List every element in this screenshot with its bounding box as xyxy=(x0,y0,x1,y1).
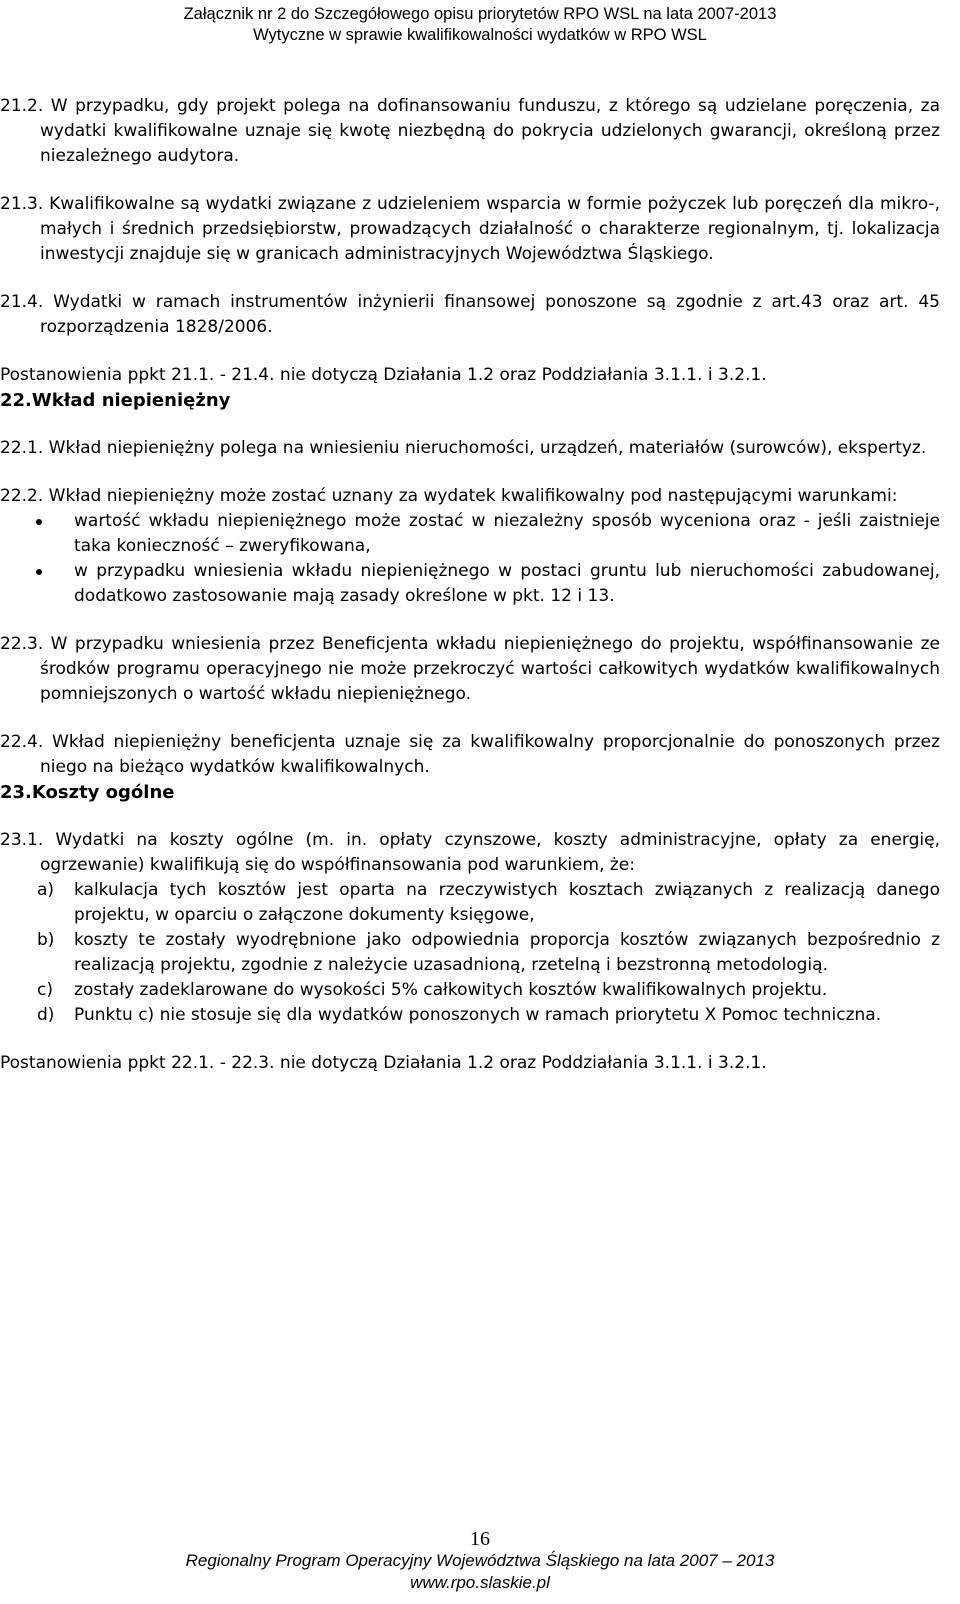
list-item xyxy=(0,978,940,1003)
list-marker: c) xyxy=(37,980,53,1000)
paragraph-21-2: 21.2. W przypadku, gdy projekt polega na dofinansowaniu funduszu, z którego są udzielane poręczenia, za wydatki kwalifikowalne uznaje się kwotę niezbędną do pokrycia udzielonych gwarancji, określoną przez niezależnego audytora. xyxy=(0,96,940,166)
paragraph-22-4: 22.4. Wkład niepieniężny beneficjenta uznaje się za kwalifikowalny proporcjonalnie do ponoszonych przez niego na bieżąco wydatków kwalifikowalnych. xyxy=(0,732,940,777)
list-item xyxy=(0,878,940,928)
paragraph-22-1: 22.1. Wkład niepieniężny polega na wniesieniu nieruchomości, urządzeń, materiałów (surowców), ekspertyz. xyxy=(0,438,927,458)
list-marker: a) xyxy=(37,880,55,900)
list-marker: b) xyxy=(37,930,55,950)
list-item-text: Punktu c) nie stosuje się dla wydatków ponoszonych w ramach priorytetu X Pomoc techniczna. xyxy=(74,1005,882,1025)
list-item-text: wartość wkładu niepieniężnego może zostać w niezależny sposób wyceniona oraz - jeśli zaistnieje taka konieczność – zweryfikowana, xyxy=(74,511,940,556)
bullet-icon xyxy=(36,519,42,525)
header-line-2: Wytyczne w sprawie kwalifikowalności wydatków w RPO WSL xyxy=(253,26,707,44)
list-item-text: koszty te zostały wyodrębnione jako odpowiednia proporcja kosztów związanych bezpośrednio z realizacją projektu, zgodnie z należycie uzasadnioną, rzetelną i bezstronną metodologią. xyxy=(74,930,940,975)
note-provisions-22: Postanowienia ppkt 22.1. - 22.3. nie dotyczą Działania 1.2 oraz Poddziałania 3.1.1. i 3.2.1. xyxy=(0,1053,767,1073)
list-item-text: zostały zadeklarowane do wysokości 5% całkowitych kosztów kwalifikowalnych projektu. xyxy=(74,980,828,1000)
list-item xyxy=(0,509,940,559)
paragraph-22-2: 22.2. Wkład niepieniężny może zostać uznany za wydatek kwalifikowalny pod następującymi warunkami: xyxy=(0,486,898,506)
list-item xyxy=(0,559,940,609)
list-item-text: kalkulacja tych kosztów jest oparta na rzeczywistych kosztach związanych z realizacją danego projektu, w oparciu o załączone dokumenty księgowe, xyxy=(74,880,940,925)
footer-title: Regionalny Program Operacyjny Województwa Śląskiego na lata 2007 – 2013 xyxy=(185,1551,775,1570)
lettered-list-23-1 xyxy=(0,878,940,1028)
list-item-text: w przypadku wniesienia wkładu niepieniężnego w postaci gruntu lub nieruchomości zabudowanej, dodatkowo zastosowanie mają zasady określone w pkt. 12 i 13. xyxy=(74,561,940,606)
bullet-list-22-2 xyxy=(0,509,940,609)
page-number: 16 xyxy=(470,1528,490,1550)
document-body xyxy=(0,94,940,1076)
footer-url: www.rpo.slaskie.pl xyxy=(410,1573,550,1592)
bullet-icon xyxy=(36,569,42,575)
list-marker: d) xyxy=(37,1005,55,1025)
paragraph-22-3: 22.3. W przypadku wniesienia przez Beneficjenta wkładu niepieniężnego do projektu, współfinansowanie ze środków programu operacyjnego nie może przekroczyć wartości całkowitych wydatków kwalifikowalnych pomniejszonych o wartość wkładu niepieniężnego. xyxy=(0,634,940,704)
header-line-1: Załącznik nr 2 do Szczegółowego opisu priorytetów RPO WSL na lata 2007-2013 xyxy=(183,5,777,23)
list-item xyxy=(0,928,940,978)
paragraph-23-1: 23.1. Wydatki na koszty ogólne (m. in. opłaty czynszowe, koszty administracyjne, opłaty za energię, ogrzewanie) kwalifikują się do współfinansowania pod warunkiem, że: xyxy=(0,830,940,875)
page-footer xyxy=(0,1528,960,1594)
note-provisions-21: Postanowienia ppkt 21.1. - 21.4. nie dotyczą Działania 1.2 oraz Poddziałania 3.1.1. i 3.2.1. xyxy=(0,365,767,385)
list-item xyxy=(0,1003,940,1028)
section-heading-22: 22.Wkład niepieniężny xyxy=(0,390,231,411)
section-heading-23: 23.Koszty ogólne xyxy=(0,782,175,803)
paragraph-21-3: 21.3. Kwalifikowalne są wydatki związane z udzieleniem wsparcia w formie pożyczek lub poręczeń dla mikro-, małych i średnich przedsiębiorstw, prowadzących działalność o charakterze regionalnym, tj. lokalizacja inwestycji znajduje się w granicach administracyjnych Województwa Śląskiego. xyxy=(0,194,940,264)
paragraph-21-4: 21.4. Wydatki w ramach instrumentów inżynierii finansowej ponoszone są zgodnie z art.43 oraz art. 45 rozporządzenia 1828/2006. xyxy=(0,292,940,337)
page-header xyxy=(0,4,960,46)
